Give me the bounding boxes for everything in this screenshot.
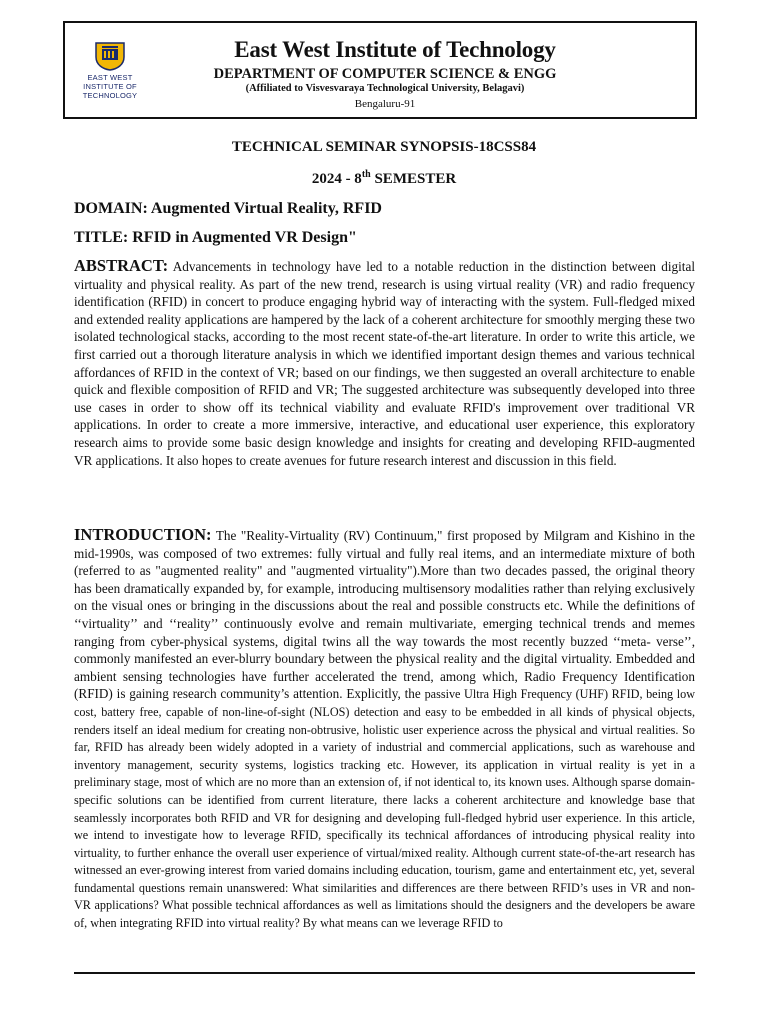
abstract-section [74, 257, 695, 469]
crest-icon [93, 41, 127, 71]
institute-logo [75, 41, 145, 100]
semester-line [0, 169, 768, 188]
seminar-title: TECHNICAL SEMINAR SYNOPSIS-18CSS84 [231, 139, 537, 155]
introduction-heading: INTRODUCTION: [74, 525, 212, 544]
bottom-rule [74, 972, 695, 974]
header-box [63, 21, 697, 119]
domain-line: DOMAIN: Augmented Virtual Reality, RFID [74, 200, 382, 217]
department-name: DEPARTMENT OF COMPUTER SCIENCE & ENGG [213, 66, 557, 82]
introduction-section [74, 526, 695, 932]
logo-line-2: INSTITUTE OF [83, 82, 137, 91]
title-line: TITLE: RFID in Augmented VR Design" [74, 229, 357, 246]
semester-suffix: th [361, 169, 371, 180]
introduction-text-1: The "Reality-Virtuality (RV) Continuum," first proposed by Milgram and Kishino in the mid-1990s, was composed of two extremes: fully virtual and fully real items, and an intermediate mixture of both (referred to as "augmented reality" and "augmented virtuality").More than two decades passed, the original theory has been dramatically expanded by, for example, introducing multisensory modalities rather than relying exclusively on the visual ones or bringing in the discussions about the real and possible constructs etc. While the definitions of ‘‘virtuality’’ and ‘‘reality’’ continuously evolve and remain multivariate, emerging technical trends and memes ranging from cyber-physical systems, digital twins all the way towards the most recently buzzed ‘‘meta- verse’’, commonly manifested an ever-blurry boundary between the physical reality and the digital virtuality. Embedded and ambient sensing technologies have further accelerated the trend, among which, Radio Frequency Identification (RFID) is gaining research community’s attention. Explicitly, the [74, 528, 695, 702]
semester-year: 2024 - 8 [311, 171, 362, 187]
abstract-text: Advancements in technology have led to a notable reduction in the distinction between digital virtuality and physical reality. As part of the new trend, research is using virtual reality (VR) and radio frequency identification (RFID) in concert to produce engaging hybrid way of interacting with the system. Full-fledged mixed and extended reality applications are hampered by the lack of a coherent architecture for smoothly merging these two isolated technological stacks, according to the most recent state-of-the-art literature. In order to write this article, we first carried out a thorough literature analysis in which we identified important design themes and various technical affordances of RFID in the context of VR; based on our findings, we then suggested an overall architecture to enable quick and flexible composition of RFID and VR; The suggested architecture was subsequently developed into three use cases in order to show off its technical viability and evaluate RFID's improvement over traditional VR applications. In order to create a more immersive, interactive, and educational user experience, this exploratory research aims to provide some basic design knowledge and insights for creating and developing RFID-augmented VR applications. It also hopes to create avenues for future research interest and discussion in this field. [74, 259, 695, 468]
semester-label: SEMESTER [370, 171, 457, 187]
affiliation: (Affiliated to Visvesvaraya Technological University, Belagavi) [245, 83, 525, 94]
institute-name: East West Institute of Technology [234, 37, 556, 62]
abstract-heading: ABSTRACT: [74, 256, 169, 275]
city: Bengaluru-91 [354, 98, 416, 110]
logo-line-3: TECHNOLOGY [82, 91, 138, 100]
introduction-text-2: passive Ultra High Frequency (UHF) RFID, being low cost, battery free, capable of non-line-of-sight (NLOS) detection and easy to be embedded in all kinds of physical objects, renders itself an ideal medium for creating non-obtrusive, holistic user experience across the physical and virtual realities. So far, RFID has already been widely adopted in a variety of industrial and commercial applications, such as warehouse and inventory management, security systems, logistics tracking etc. However, its application in virtual reality is yet in a preliminary stage, most of which are no more than an extension of, if not identical to, its known uses. Although sparse domain-specific solutions can be identified from current literature, there lacks a coherent architecture and knowledge base that seamlessly incorporates both RFID and VR for designing and developing full-fledged hybrid user experience. In this article, we intend to investigate how to leverage RFID, specifically its technical affordances of introducing physical reality into virtuality, to further enhance the overall user experience of virtual/mixed reality. Although current state-of-the-art research has witnessed an ever-growing interest from varied domains including education, tourism, game and entertainment etc, yet, several fundamental questions remain unanswered: What similarities and differences are there between RFID’s uses in VR and non-VR applications? What possible technical affordances as well as limitations should the designers and the developers be aware of, when integrating RFID into virtual reality? By what means can we leverage RFID to [74, 687, 696, 931]
logo-line-1: EAST WEST [87, 73, 133, 82]
